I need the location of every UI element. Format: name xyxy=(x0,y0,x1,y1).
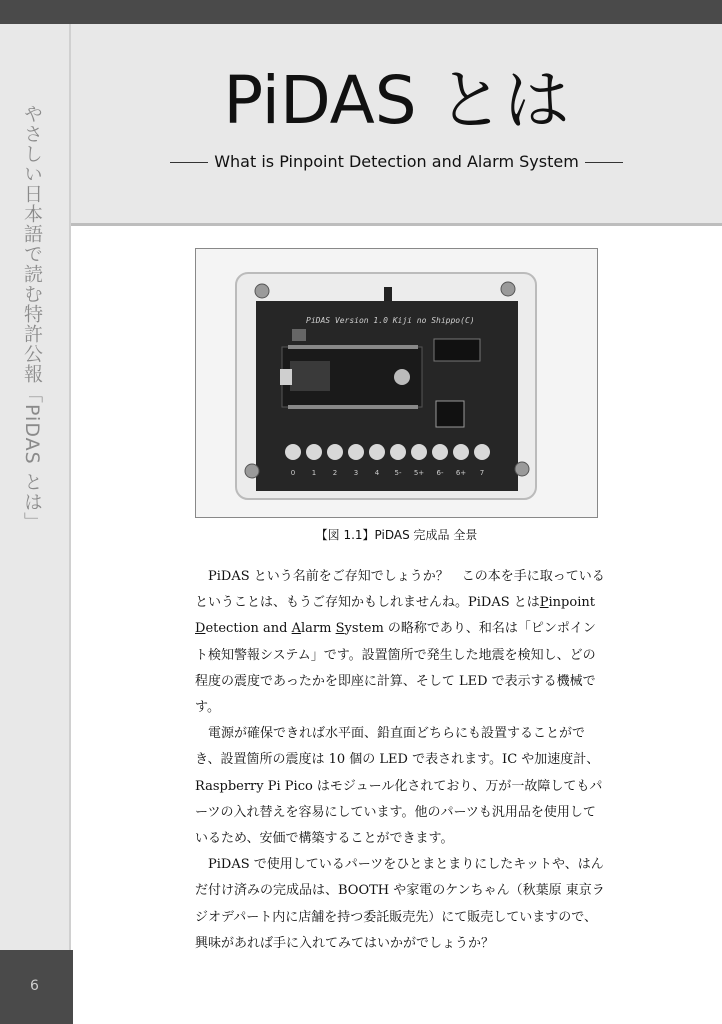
led-label: 6- xyxy=(436,469,444,477)
subtitle-text: What is Pinpoint Detection and Alarm System xyxy=(214,152,579,171)
subtitle-rule-right xyxy=(585,162,623,163)
paragraph-1: PiDAS という名前をご存知でしょうか？ この本を手に取っているということは、もうご存知かもしれませんね。PiDAS とはPinpoint Detection and Alarm System の略称であり、和名は「ピンポイント検知警報システム」です。設置箇所で発生した地震を検知し、どの程度の震度であったかを即座に計算、そして LED で表示する機械です。 xyxy=(195,569,605,716)
page-subtitle xyxy=(71,152,722,171)
led-label: 1 xyxy=(311,469,317,477)
led-label: 0 xyxy=(290,469,296,477)
board-silk-text: PiDAS Version 1.0 Kiji no Shippo(C) xyxy=(306,316,475,325)
top-bar xyxy=(0,0,722,24)
page-title: PiDAS とは xyxy=(223,62,570,139)
led-label: 2 xyxy=(332,469,338,477)
figure-photo xyxy=(195,248,598,518)
led-label: 7 xyxy=(479,469,485,477)
running-title: やさしい日本語で読む特許公報「PiDAS とは」 xyxy=(21,104,43,532)
figure-caption: 【図 1.1】PiDAS 完成品 全景 xyxy=(315,528,478,542)
body-text xyxy=(195,564,605,957)
led-label: 5+ xyxy=(413,469,425,477)
paragraph-3: PiDAS で使用しているパーツをひとまとまりにしたキットや、はんだ付け済みの完成品は、BOOTH や家電のケンちゃん（秋葉原 東京ラジオデパート内に店舗を持つ委託販売先）にて販売していますので、興味があれば手に入れてみてはいかがでしょうか？ xyxy=(195,857,605,951)
led-label: 3 xyxy=(353,469,359,477)
led-label: 4 xyxy=(374,469,380,477)
sidebar xyxy=(0,24,71,950)
page-number: 6 xyxy=(30,978,39,994)
led-label: 6+ xyxy=(455,469,467,477)
led-label: 5- xyxy=(394,469,402,477)
paragraph-2: 電源が確保できれば水平面、鉛直面どちらにも設置することができ、設置箇所の震度は 10 個の LED で表されます。IC や加速度計、Raspberry Pi Pico はモジュール化されており、万が一故障してもパーツの入れ替えを容易にしています。他のパーツも汎用品を使用しているため、安価で構築することができます。 xyxy=(195,726,603,847)
subtitle-rule-left xyxy=(170,162,208,163)
pidas-board-photo xyxy=(196,249,598,518)
